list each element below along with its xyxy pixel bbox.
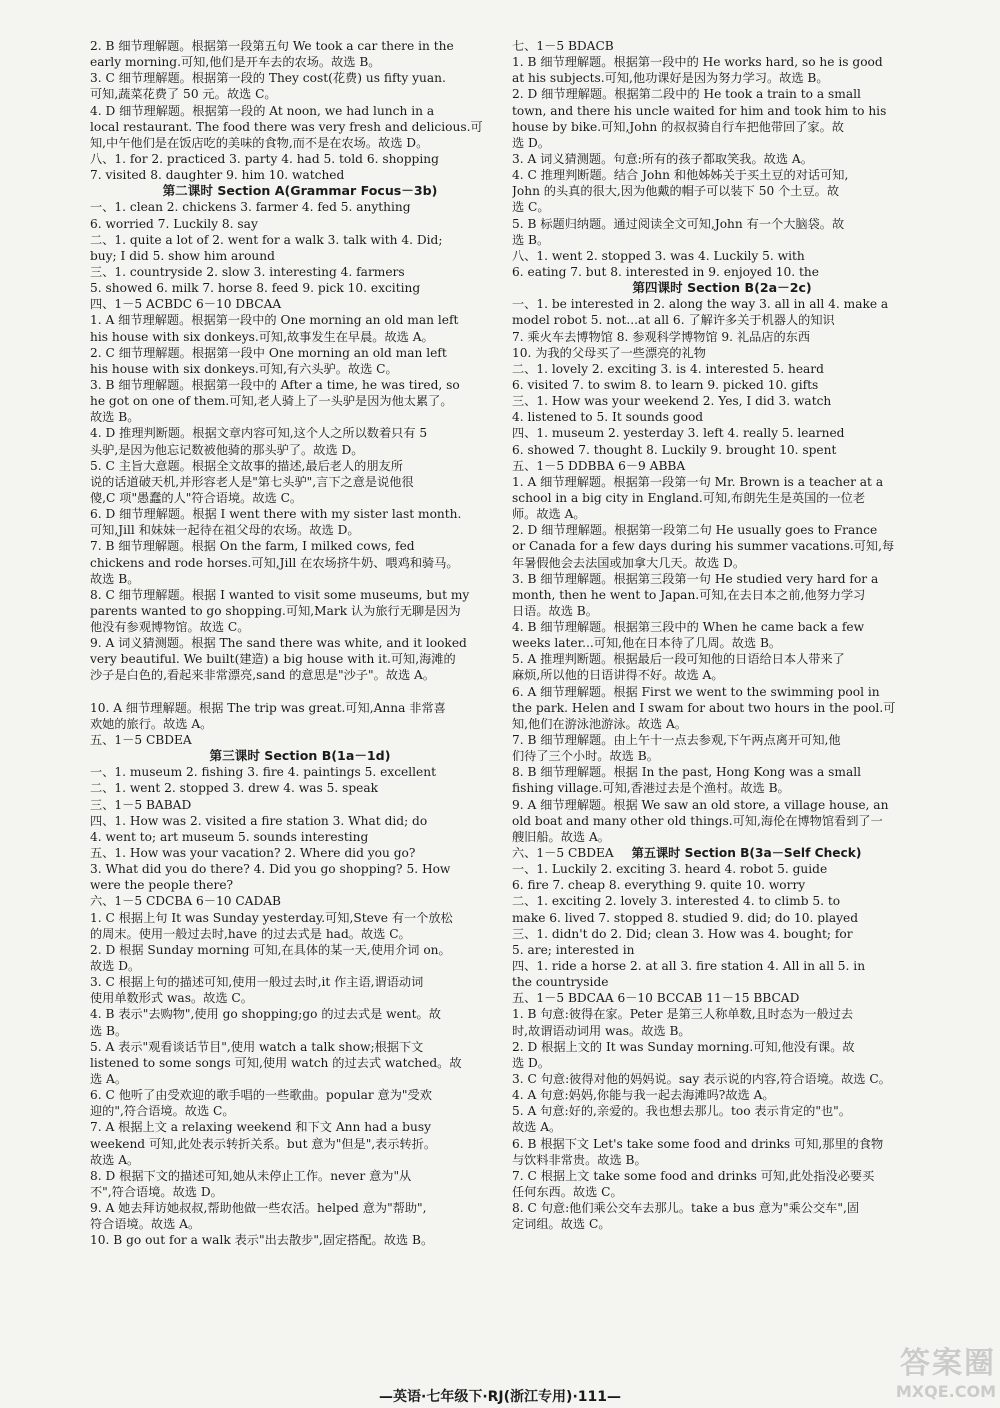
answer-line: model robot 5. not...at all 6. 了解许多关于机器人的知识: [512, 313, 835, 328]
answer-line: 六、1－5 CDCBA 6－10 CADAB: [90, 894, 281, 909]
watermark-url: MXQE.COM: [895, 1382, 996, 1401]
answer-line: weekend 可知,此处表示转折关系。but 意为"但是",表示转折。: [90, 1136, 437, 1151]
answer-line: 3. C 细节理解题。根据第一段的 They cost(花费) us fifty yuan.: [90, 71, 446, 86]
right-column: [512, 38, 932, 1232]
answer-line: early morning.可知,他们是开车去的农场。故选 B。: [90, 55, 381, 70]
answer-line: town, and there his uncle waited for him and took him to his: [512, 103, 887, 118]
answer-line: 可知,Jill 和妹妹一起待在祖父母的农场。故选 D。: [90, 523, 360, 538]
answer-line: 选 D。: [512, 1055, 551, 1070]
answer-line: 麻烦,所以他的日语讲得不好。故选 A。: [512, 668, 724, 683]
answer-line: buy; I did 5. show him around: [90, 248, 275, 263]
answer-line: 不",符合语境。故选 D。: [90, 1184, 223, 1199]
answer-line: 师。故选 A。: [512, 507, 586, 522]
answer-line: [90, 684, 510, 700]
answer-line: he got on one of them.可知,老人骑上了一头驴是因为他太累了。: [90, 394, 453, 409]
answer-line: 欢她的旅行。故选 A。: [90, 716, 213, 731]
answer-line: 一、1. be interested in 2. along the way 3. all in all 4. make a: [512, 297, 889, 312]
answer-line: 7. A 根据上文 a relaxing weekend 和下文 Ann had a busy: [90, 1120, 431, 1135]
answer-line: 时,故谓语动词用 was。故选 B。: [512, 1023, 691, 1038]
answer-line: 日语。故选 B。: [512, 603, 598, 618]
answer-line: 可知,蔬菜花费了 50 元。故选 C。: [90, 87, 277, 102]
answer-line: 四、1. ride a horse 2. at all 3. fire station 4. All in all 5. in: [512, 959, 866, 974]
answer-line: at his subjects.可知,他功课好是因为努力学习。故选 B。: [512, 71, 829, 86]
lesson-heading: 第四课时 Section B(2a－2c): [632, 280, 812, 296]
answer-line: 四、1－5 ACBDC 6－10 DBCAA: [90, 297, 282, 312]
answer-line: 1. C 根据上句 It was Sunday yesterday.可知,Steve 有一个放松: [90, 910, 453, 925]
answer-line: 9. A 细节理解题。根据 We saw an old store, a village house, an: [512, 797, 889, 812]
answer-line: 5. B 标题归纳题。通过阅读全文可知,John 有一个大脑袋。故: [512, 216, 845, 231]
answer-line: 八、1. for 2. practiced 3. party 4. had 5. told 6. shopping: [90, 151, 439, 166]
answer-line: 故选 B。: [90, 410, 140, 425]
answer-line: 选 B。: [90, 1023, 128, 1038]
answer-line: 5. A 句意:好的,亲爱的。我也想去那儿。too 表示肯定的"也"。: [512, 1104, 851, 1119]
answer-line: very beautiful. We built(建造) a big house with it.可知,海滩的: [90, 652, 456, 667]
answer-line: 8. C 句意:他们乘公交车去那儿。take a bus 意为"乘公交车",固: [512, 1201, 860, 1216]
answer-line: 故选 A。: [90, 1152, 140, 1167]
answer-line: 任何东西。故选 C。: [512, 1184, 623, 1199]
answer-line: 2. B 细节理解题。根据第一段第五句 We took a car there in the: [90, 39, 454, 53]
answer-line: or Canada for a few days during his summer vacations.可知,每: [512, 539, 895, 554]
site-watermark: [826, 1338, 996, 1404]
page-footer: —英语·七年级下·RJ(浙江专用)·111—: [379, 1389, 621, 1405]
answer-line: 4. D 细节理解题。根据第一段的 At noon, we had lunch in a: [90, 103, 435, 118]
answer-line: 4. B 表示"去购物",使用 go shopping;go 的过去式是 went。故: [90, 1007, 441, 1022]
answer-line: 三、1－5 BABAD: [90, 797, 192, 812]
answer-line: 7. B 细节理解题。根据 On the farm, I milked cows, fed: [90, 539, 415, 554]
answer-line: fishing village.可知,香港过去是个渔村。故选 B。: [512, 781, 790, 796]
answer-line: 6. C 他听了由受欢迎的歌手唱的一些歌曲。popular 意为"受欢: [90, 1088, 432, 1103]
answer-line: 二、1. lovely 2. exciting 3. is 4. interested 5. heard: [512, 361, 824, 376]
answer-line: 五、1－5 CBDEA: [90, 733, 192, 748]
answer-line: his house with six donkeys.可知,故事发生在早晨。故选 A。: [90, 329, 434, 344]
answer-line: 9. A 词义猜测题。根据 The sand there was white, and it looked: [90, 636, 467, 651]
answer-line: 五、1－5 DDBBA 6－9 ABBA: [512, 458, 686, 473]
answer-line: 8. D 根据下文的描述可知,她从未停止工作。never 意为"从: [90, 1168, 412, 1183]
answer-line: 与饮料非常贵。故选 B。: [512, 1152, 647, 1167]
answer-line: 故选 D。: [90, 959, 141, 974]
answer-line: the park. Helen and I swam for about two hours in the pool.可: [512, 700, 896, 715]
answer-line: 五、1. How was your vacation? 2. Where did you go?: [90, 846, 416, 861]
answer-line: weeks later...可知,他在日本待了几周。故选 B。: [512, 636, 782, 651]
answer-line: 三、1. How was your weekend 2. Yes, I did 3. watch: [512, 394, 832, 409]
answer-line: 6. A 细节理解题。根据 First we went to the swimming pool in: [512, 684, 880, 699]
answer-line: 三、1. countryside 2. slow 3. interesting 4. farmers: [90, 264, 405, 279]
answer-line: 7. C 根据上文 take some food and drinks 可知,此处指没必要买: [512, 1168, 875, 1183]
answer-line: chickens and rode horses.可知,Jill 在农场挤牛奶、喂鸡和骑马。: [90, 555, 459, 570]
answer-line: 的周末。使用一般过去时,have 的过去式是 had。故选 C。: [90, 926, 411, 941]
answer-line: 选 D。: [512, 135, 551, 150]
left-column: [90, 38, 510, 1249]
answer-line: 5. A 推理判断题。根据最后一段可知他的日语给日本人带来了: [512, 652, 845, 667]
answer-line: 艘旧船。故选 A。: [512, 829, 610, 844]
answer-line: 3. C 句意:彼得对他的妈妈说。say 表示说的内容,符合语境。故选 C。: [512, 1072, 891, 1086]
answer-line: 知,中午他们是在饭店吃的美味的食物,而不是在农场。故选 D。: [90, 135, 429, 150]
answer-line: 10. A 细节理解题。根据 The trip was great.可知,Anna 非常喜: [90, 700, 446, 715]
answer-line: 9. A 她去拜访她叔叔,帮助他做一些农活。helped 意为"帮助",: [90, 1201, 427, 1216]
answer-line: 3. C 根据上句的描述可知,使用一般过去时,it 作主语,谓语动词: [90, 975, 424, 990]
answer-line: 5. C 主旨大意题。根据全文故事的描述,最后老人的朋友所: [90, 458, 403, 473]
answer-line: 1. A 细节理解题。根据第一段中的 One morning an old man left: [90, 313, 459, 328]
answer-line: 10. 为我的父母买了一些漂亮的礼物: [512, 345, 706, 360]
answer-line: make 6. lived 7. stopped 8. studied 9. did; do 10. played: [512, 910, 859, 925]
answer-line: 迎的",符合语境。故选 C。: [90, 1104, 235, 1119]
answer-line: his house with six donkeys.可知,有六头驴。故选 C。: [90, 361, 398, 376]
watermark-logo-text: 答案圈: [900, 1346, 996, 1381]
answer-line: 故选 A。: [512, 1120, 562, 1135]
answer-line: 3. B 细节理解题。根据第一段中的 After a time, he was tired, so: [90, 377, 460, 392]
answer-line: 傻,C 项"愚蠢的人"符合语境。故选 C。: [90, 490, 303, 505]
answer-line: 他没有参观博物馆。故选 C。: [90, 620, 250, 635]
answer-line: 2. D 根据 Sunday morning 可知,在具体的某一天,使用介词 on。: [90, 942, 451, 957]
answer-line: 四、1. museum 2. yesterday 3. left 4. really 5. learned: [512, 426, 845, 441]
answer-line: house by bike.可知,John 的叔叔骑自行车把他带回了家。故: [512, 119, 844, 134]
answer-line: listened to some songs 可知,使用 watch 的过去式 watched。故: [90, 1055, 462, 1070]
answer-line: 符合语境。故选 A。: [90, 1217, 201, 1232]
answer-line: 头驴,是因为他忘记数被他骑的那头驴了。故选 D。: [90, 442, 364, 457]
answer-line: 4. went to; art museum 5. sounds interesting: [90, 829, 369, 844]
answer-line: 一、1. Luckily 2. exciting 3. heard 4. robot 5. guide: [512, 862, 828, 877]
answer-line: 1. A 细节理解题。根据第一段第一句 Mr. Brown is a teacher at a: [512, 474, 884, 489]
answer-line: 二、1. went 2. stopped 3. drew 4. was 5. speak: [90, 781, 379, 796]
answer-line: 定词组。故选 C。: [512, 1217, 611, 1232]
answer-line: local restaurant. The food there was very fresh and delicious.可: [90, 119, 483, 134]
answer-line: 说的话道破天机,并形容老人是"第七头驴",言下之意是说他很: [90, 474, 414, 489]
answer-line: 2. D 根据上文的 It was Sunday morning.可知,他没有课。故: [512, 1039, 855, 1054]
answer-line: 选 B。: [512, 232, 550, 247]
answer-line: old boat and many other old things.可知,海伦在博物馆看到了一: [512, 813, 883, 828]
answer-line: 二、1. quite a lot of 2. went for a walk 3. talk with 4. Did;: [90, 232, 443, 247]
answer-line: 五、1－5 BDCAA 6－10 BCCAB 11－15 BBCAD: [512, 991, 800, 1006]
answer-line: 6. showed 7. thought 8. Luckily 9. brought 10. spent: [512, 442, 837, 457]
answer-line: 4. B 细节理解题。根据第三段中的 When he came back a few: [512, 620, 865, 635]
answer-line: 四、1. How was 2. visited a fire station 3. What did; do: [90, 813, 428, 828]
lesson-heading: 第二课时 Section A(Grammar Focus－3b): [162, 183, 438, 199]
answer-line: 3. What did you do there? 4. Did you go shopping? 5. How: [90, 862, 451, 877]
answer-line: 4. D 推理判断题。根据文章内容可知,这个人之所以数着只有 5: [90, 426, 428, 441]
answer-line: 7. visited 8. daughter 9. him 10. watched: [90, 168, 345, 183]
answer-line: 二、1. exciting 2. lovely 3. interested 4. to climb 5. to: [512, 894, 841, 909]
answer-line: 4. A 句意:妈妈,你能与我一起去海滩吗?故选 A。: [512, 1088, 775, 1103]
answer-line: 使用单数形式 was。故选 C。: [90, 991, 253, 1006]
answer-line: 3. B 细节理解题。根据第三段第一句 He studied very hard for a: [512, 571, 879, 586]
answer-line: 七、1－5 BDACB: [512, 39, 614, 53]
answer-line: 们待了三个小时。故选 B。: [512, 749, 659, 764]
answer-line: 2. D 细节理解题。根据第一段第二句 He usually goes to France: [512, 523, 878, 538]
answer-line: 6. fire 7. cheap 8. everything 9. quite 10. worry: [512, 878, 806, 893]
answer-line: 1. B 句意:彼得在家。Peter 是第三人称单数,且时态为一般过去: [512, 1007, 854, 1022]
answer-line: 故选 B。: [90, 571, 140, 586]
answer-line: 年暑假他会去法国或加拿大几天。故选 D。: [512, 555, 746, 570]
answer-line: 6. visited 7. to swim 8. to learn 9. picked 10. gifts: [512, 377, 819, 392]
answer-line: 7. B 细节理解题。由上午十一点去参观,下午两点离开可知,他: [512, 733, 841, 748]
answer-line: month, then he went to Japan.可知,在去日本之前,他努力学习: [512, 587, 866, 602]
answer-line: were the people there?: [90, 878, 234, 893]
answer-line: 知,他们在游泳池游泳。故选 A。: [512, 716, 687, 731]
answer-line: 一、1. museum 2. fishing 3. fire 4. paintings 5. excellent: [90, 765, 437, 780]
answer-line: 6. D 细节理解题。根据 I went there with my sister last month.: [90, 507, 462, 522]
answer-line: 6. B 根据下文 Let's take some food and drinks 可知,那里的食物: [512, 1136, 884, 1151]
answer-line: the countryside: [512, 975, 609, 990]
answer-line: parents wanted to go shopping.可知,Mark 认为旅行无聊是因为: [90, 603, 461, 618]
answer-line: 8. C 细节理解题。根据 I wanted to visit some museums, but my: [90, 587, 470, 602]
answer-line: 10. B go out for a walk 表示"出去散步",固定搭配。故选 B。: [90, 1233, 434, 1248]
answer-line: 5. A 表示"观看谈话节目",使用 watch a talk show;根据下文: [90, 1039, 424, 1054]
answer-line: 沙子是白色的,看起来非常漂亮,sand 的意思是"沙子"。故选 A。: [90, 668, 435, 683]
answer-line: 2. D 细节理解题。根据第二段中的 He took a train to a small: [512, 87, 861, 102]
answer-line: 7. 乘火车去博物馆 8. 参观科学博物馆 9. 礼品店的东西: [512, 329, 811, 344]
answer-line-with-heading: 六、1－5 CBDEA 第五课时 Section B(3a－Self Check): [512, 846, 862, 861]
answer-line: John 的头真的很大,因为他戴的帽子可以装下 50 个土豆。故: [512, 184, 840, 199]
answer-line: 6. worried 7. Luckily 8. say: [90, 216, 258, 231]
answer-line: 2. C 细节理解题。根据第一段中 One morning an old man left: [90, 345, 447, 360]
answer-line: 三、1. didn't do 2. Did; clean 3. How was 4. bought; for: [512, 926, 853, 941]
lesson-heading: 第三课时 Section B(1a－1d): [209, 748, 391, 764]
answer-line: 3. A 词义猜测题。句意:所有的孩子都取笑我。故选 A。: [512, 151, 813, 166]
answer-line: 6. eating 7. but 8. interested in 9. enjoyed 10. the: [512, 264, 819, 279]
answer-line: 4. C 推理判断题。结合 John 和他姊姊关于买土豆的对话可知,: [512, 168, 849, 183]
answer-line: 5. showed 6. milk 7. horse 8. feed 9. pick 10. exciting: [90, 281, 421, 296]
answer-line: 5. are; interested in: [512, 942, 635, 957]
answer-line: 8. B 细节理解题。根据 In the past, Hong Kong was a small: [512, 765, 862, 780]
answer-line: school in a big city in England.可知,布朗先生是英国的一位老: [512, 490, 866, 505]
answer-line: 八、1. went 2. stopped 3. was 4. Luckily 5. with: [512, 248, 805, 263]
answer-line: 1. B 细节理解题。根据第一段中的 He works hard, so he is good: [512, 55, 883, 70]
answer-line: 4. listened to 5. It sounds good: [512, 410, 704, 425]
answer-line: 选 C。: [512, 200, 550, 215]
answer-line: 选 A。: [90, 1072, 128, 1086]
answer-line: 一、1. clean 2. chickens 3. farmer 4. fed 5. anything: [90, 200, 411, 215]
